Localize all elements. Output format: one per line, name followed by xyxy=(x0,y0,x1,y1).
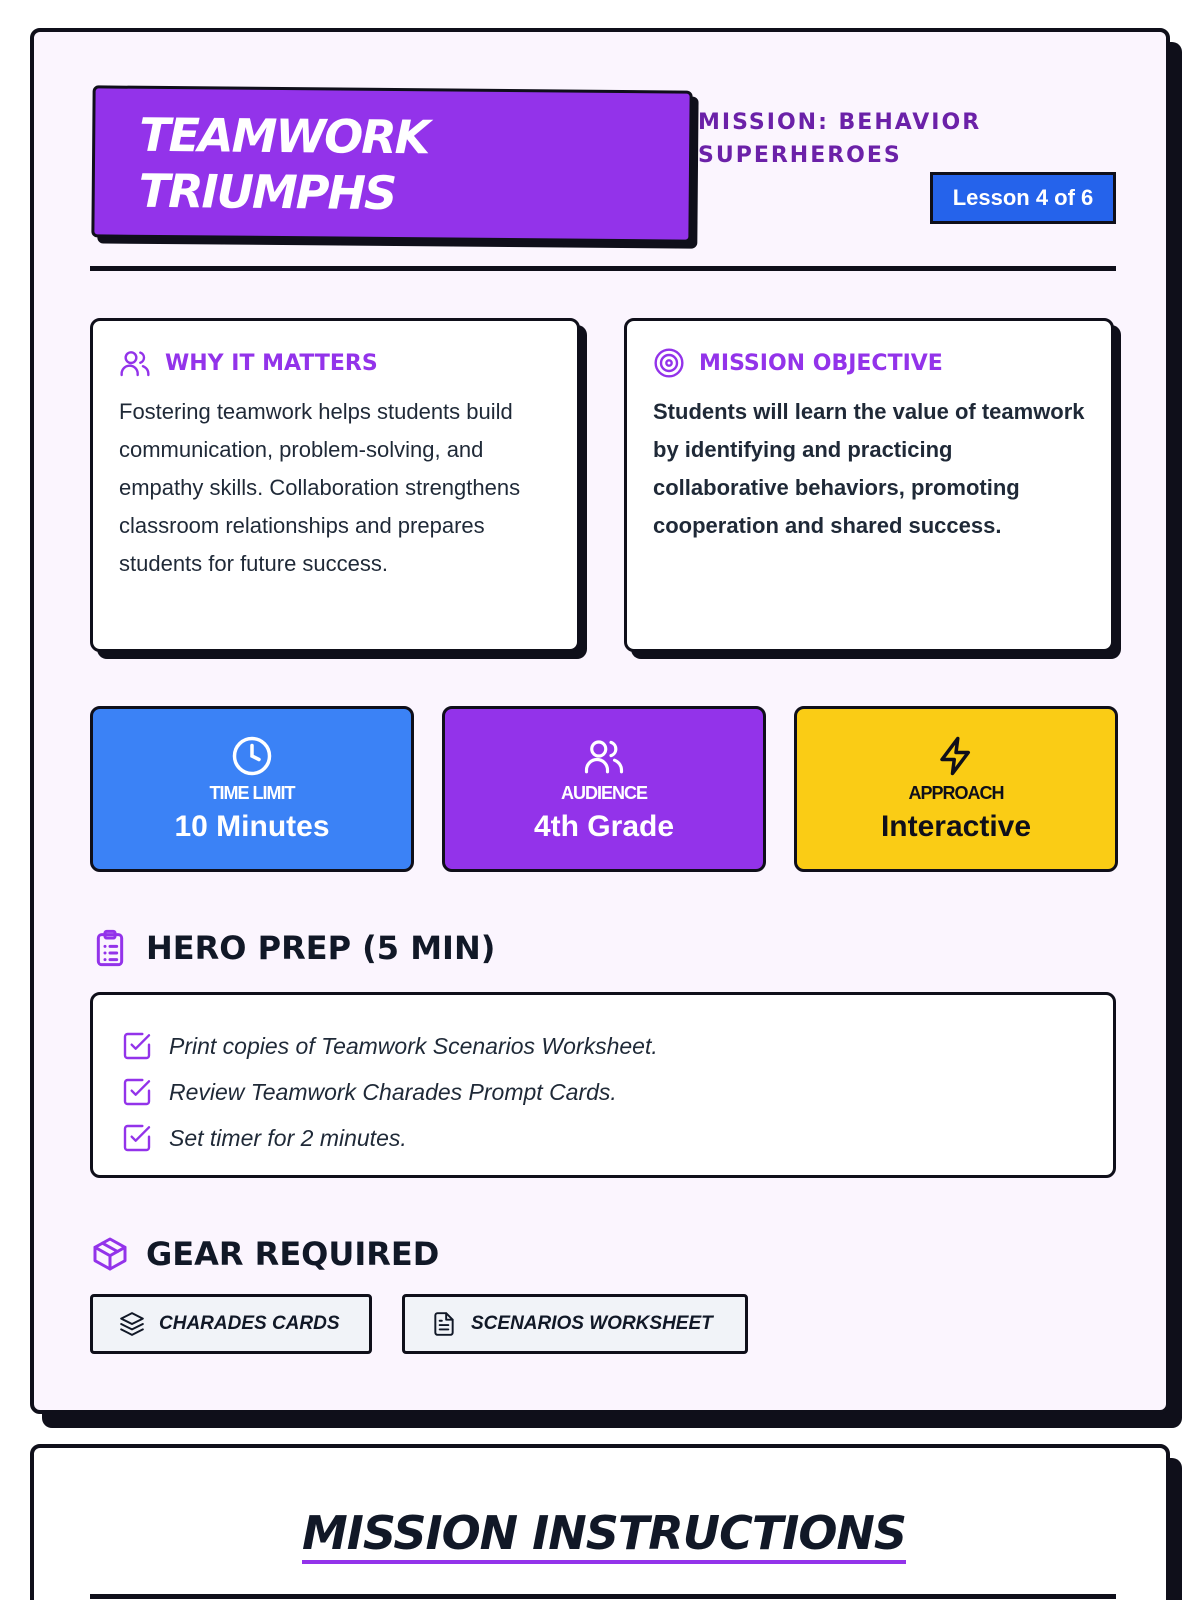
clipboard-icon xyxy=(90,928,130,968)
time-limit-stat xyxy=(90,706,414,872)
checkbox-checked-icon xyxy=(121,1076,153,1108)
layers-icon xyxy=(119,1311,145,1337)
mission-objective-body: Students will learn the value of teamwork by identifying and practicing collaborative behaviors, promoting cooperation and shared success. xyxy=(653,399,1085,538)
hero-prep-title: HERO PREP (5 MIN) xyxy=(146,929,496,967)
stat-value: 10 Minutes xyxy=(174,809,330,843)
checkbox-checked-icon xyxy=(121,1122,153,1154)
lesson-badge: Lesson 4 of 6 xyxy=(930,172,1116,224)
approach-stat xyxy=(794,706,1118,872)
lesson-card xyxy=(30,28,1170,1414)
target-icon xyxy=(653,347,685,379)
stat-value: 4th Grade xyxy=(533,809,675,843)
gear-chip-label: CHARADES CARDS xyxy=(159,1313,340,1334)
gear-required-heading xyxy=(90,1234,439,1274)
instructions-card xyxy=(30,1444,1170,1600)
instructions-title-text: MISSION INSTRUCTIONS xyxy=(302,1506,906,1564)
why-it-matters-title: WHY IT MATTERS xyxy=(165,350,378,376)
stat-label: APPROACH xyxy=(908,782,1004,803)
list-item-text: Review Teamwork Charades Prompt Cards. xyxy=(169,1078,617,1105)
gear-required-title: GEAR REQUIRED xyxy=(146,1235,440,1273)
list-item xyxy=(121,1023,1085,1069)
checkbox-checked-icon xyxy=(121,1030,153,1062)
mission-label: MISSION: BEHAVIOR SUPERHEROES xyxy=(698,110,982,168)
mission-objective-title: MISSION OBJECTIVE xyxy=(699,350,943,376)
instructions-title xyxy=(34,1506,1174,1560)
list-item-text: Set timer for 2 minutes. xyxy=(169,1124,407,1151)
stat-label: TIME LIMIT xyxy=(209,782,295,803)
hero-prep-checklist xyxy=(90,992,1116,1178)
title-banner xyxy=(91,85,692,242)
gear-chip-scenarios-worksheet xyxy=(402,1294,748,1354)
list-item-text: Print copies of Teamwork Scenarios Worksheet. xyxy=(169,1032,658,1059)
package-icon xyxy=(90,1234,130,1274)
mission-objective-card xyxy=(624,318,1114,652)
gear-chip-charades-cards xyxy=(90,1294,372,1354)
users-icon xyxy=(119,347,151,379)
why-it-matters-body: Fostering teamwork helps students build communication, problem-solving, and empathy skills. Collaboration strengthens classroom relationships and prepares students for future success. xyxy=(119,399,521,576)
clock-icon xyxy=(231,735,273,777)
why-it-matters-card xyxy=(90,318,580,652)
list-item xyxy=(121,1069,1085,1115)
stat-label: AUDIENCE xyxy=(560,782,647,803)
instructions-divider xyxy=(90,1594,1116,1599)
file-text-icon xyxy=(431,1311,457,1337)
audience-stat xyxy=(442,706,766,872)
header-divider xyxy=(90,266,1116,271)
page-title: TEAMWORK TRIUMPHS xyxy=(138,107,429,221)
stat-value: Interactive xyxy=(880,809,1032,843)
hero-prep-heading xyxy=(90,928,495,968)
gear-chip-label: SCENARIOS WORKSHEET xyxy=(471,1313,713,1334)
list-item xyxy=(121,1115,1085,1161)
lightning-icon xyxy=(935,735,977,777)
users-icon xyxy=(583,735,625,777)
